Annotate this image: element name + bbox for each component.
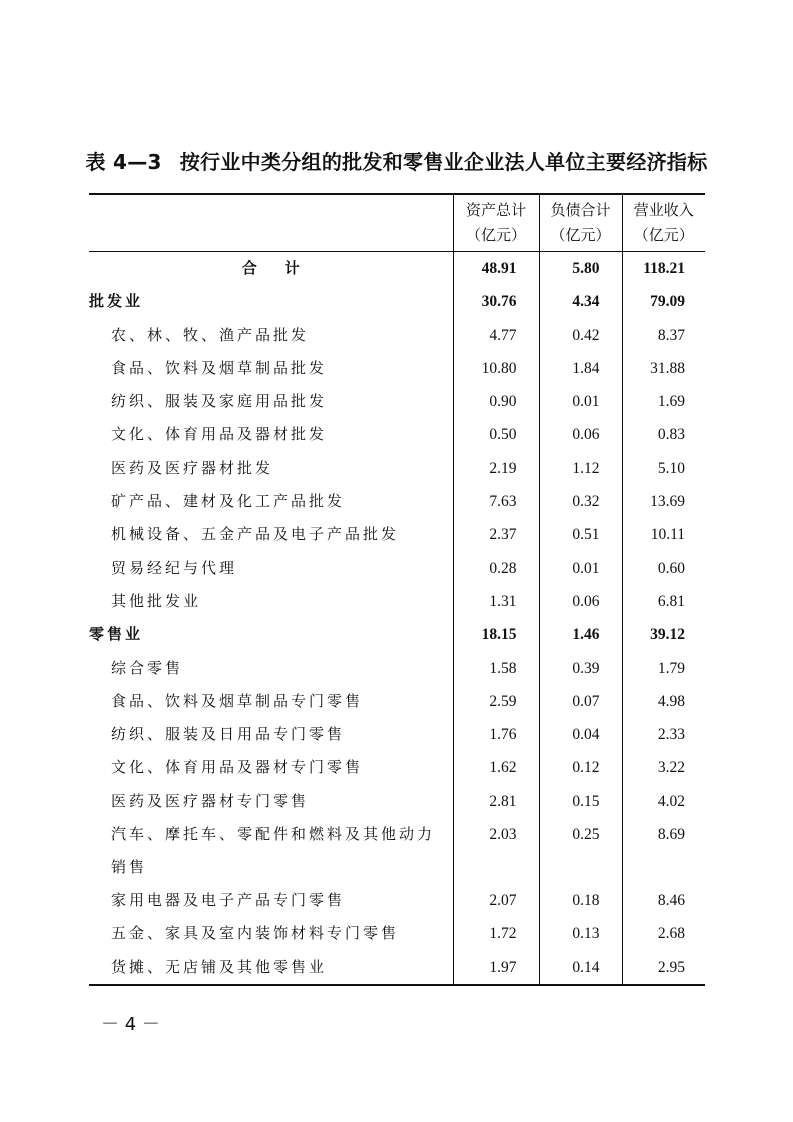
table-row (89, 585, 705, 618)
revenue-value: 3.22 (622, 751, 705, 784)
industry-name: 文化、体育用品及器材批发 (111, 425, 328, 444)
liabilities-value: 0.07 (539, 685, 622, 718)
assets-value: 2.59 (453, 685, 539, 718)
industry-name: 食品、饮料及烟草制品批发 (111, 358, 328, 377)
total-row (89, 252, 705, 286)
table-row (89, 818, 705, 884)
liabilities-value: 0.51 (539, 518, 622, 551)
header-revenue-label: 营业收入 (633, 201, 694, 219)
table-row (89, 751, 705, 784)
assets-value: 0.90 (453, 385, 539, 418)
retail-category-row (89, 618, 705, 651)
industry-name: 其他批发业 (111, 591, 202, 610)
header-assets-unit: （亿元） (465, 226, 526, 244)
table-row (89, 418, 705, 451)
table-row (89, 385, 705, 418)
revenue-value: 31.88 (622, 352, 705, 385)
liabilities-value: 0.04 (539, 718, 622, 751)
table-row (89, 552, 705, 585)
table-row (89, 518, 705, 551)
liabilities-value: 0.06 (539, 418, 622, 451)
industry-name: 汽车、摩托车、零配件和燃料及其他动力销售 (111, 825, 436, 877)
assets-value: 1.58 (453, 652, 539, 685)
header-revenue (622, 194, 705, 252)
table-row (89, 951, 705, 985)
table-number: 表 4—3 (85, 150, 162, 174)
header-assets-label: 资产总计 (465, 201, 526, 219)
revenue-value: 0.60 (622, 552, 705, 585)
assets-value: 0.50 (453, 418, 539, 451)
assets-value: 1.72 (453, 917, 539, 950)
liabilities-value: 1.12 (539, 452, 622, 485)
revenue-value: 8.46 (622, 884, 705, 917)
category-revenue: 79.09 (622, 285, 705, 318)
revenue-value: 5.10 (622, 452, 705, 485)
revenue-value: 4.98 (622, 685, 705, 718)
table-row (89, 884, 705, 917)
category-revenue: 39.12 (622, 618, 705, 651)
liabilities-value: 0.01 (539, 552, 622, 585)
assets-value: 2.81 (453, 785, 539, 818)
revenue-value: 2.33 (622, 718, 705, 751)
wholesale-category-row (89, 285, 705, 318)
industry-name: 综合零售 (111, 658, 184, 677)
header-liabilities-unit: （亿元） (550, 226, 611, 244)
table-row (89, 452, 705, 485)
revenue-value: 1.79 (622, 652, 705, 685)
header-revenue-unit: （亿元） (633, 226, 694, 244)
liabilities-value: 0.39 (539, 652, 622, 685)
industry-name: 矿产品、建材及化工产品批发 (111, 492, 346, 511)
industry-name: 纺织、服装及家庭用品批发 (111, 392, 328, 411)
header-assets (453, 194, 539, 252)
industry-name: 医药及医疗器材批发 (111, 458, 274, 477)
table-row (89, 352, 705, 385)
total-revenue: 118.21 (622, 252, 705, 286)
liabilities-value: 0.18 (539, 884, 622, 917)
industry-name: 机械设备、五金产品及电子产品批发 (111, 525, 400, 544)
assets-value: 0.28 (453, 552, 539, 585)
total-label: 合 计 (241, 259, 300, 277)
table-row (89, 652, 705, 685)
table-row (89, 785, 705, 818)
category-assets: 30.76 (453, 285, 539, 318)
assets-value: 7.63 (453, 485, 539, 518)
assets-value: 2.03 (453, 818, 539, 884)
revenue-value: 0.83 (622, 418, 705, 451)
category-assets: 18.15 (453, 618, 539, 651)
table-row (89, 685, 705, 718)
revenue-value: 6.81 (622, 585, 705, 618)
assets-value: 4.77 (453, 319, 539, 352)
industry-name: 食品、饮料及烟草制品专门零售 (111, 691, 364, 710)
category-name: 零售业 (89, 625, 144, 644)
indicator-table (89, 193, 705, 986)
assets-value: 1.97 (453, 951, 539, 985)
category-liabilities: 4.34 (539, 285, 622, 318)
total-liabilities: 5.80 (539, 252, 622, 286)
industry-name: 医药及医疗器材专门零售 (111, 791, 310, 810)
liabilities-value: 0.12 (539, 751, 622, 784)
assets-value: 10.80 (453, 352, 539, 385)
category-liabilities: 1.46 (539, 618, 622, 651)
table-header-row (89, 194, 705, 252)
assets-value: 2.37 (453, 518, 539, 551)
industry-name: 贸易经纪与代理 (111, 558, 238, 577)
revenue-value: 13.69 (622, 485, 705, 518)
revenue-value: 8.69 (622, 818, 705, 884)
assets-value: 1.62 (453, 751, 539, 784)
page-title (0, 146, 793, 175)
liabilities-value: 0.25 (539, 818, 622, 884)
industry-name: 货摊、无店铺及其他零售业 (111, 957, 328, 976)
industry-name: 纺织、服装及日用品专门零售 (111, 725, 346, 744)
industry-name: 农、林、牧、渔产品批发 (111, 325, 310, 344)
liabilities-value: 1.84 (539, 352, 622, 385)
revenue-value: 2.68 (622, 917, 705, 950)
revenue-value: 8.37 (622, 319, 705, 352)
assets-value: 1.76 (453, 718, 539, 751)
revenue-value: 2.95 (622, 951, 705, 985)
header-liabilities (539, 194, 622, 252)
header-industry (89, 194, 453, 252)
header-liabilities-label: 负债合计 (550, 201, 611, 219)
liabilities-value: 0.32 (539, 485, 622, 518)
assets-value: 1.31 (453, 585, 539, 618)
revenue-value: 1.69 (622, 385, 705, 418)
industry-name: 家用电器及电子产品专门零售 (111, 891, 346, 910)
revenue-value: 4.02 (622, 785, 705, 818)
table-row (89, 319, 705, 352)
assets-value: 2.19 (453, 452, 539, 485)
liabilities-value: 0.14 (539, 951, 622, 985)
liabilities-value: 0.06 (539, 585, 622, 618)
revenue-value: 10.11 (622, 518, 705, 551)
liabilities-value: 0.42 (539, 319, 622, 352)
category-name: 批发业 (89, 292, 144, 311)
industry-name: 文化、体育用品及器材专门零售 (111, 758, 364, 777)
table-row (89, 917, 705, 950)
liabilities-value: 0.15 (539, 785, 622, 818)
table-title: 按行业中类分组的批发和零售业企业法人单位主要经济指标 (179, 150, 708, 174)
page-number: － 4 － (101, 1014, 160, 1035)
table-row (89, 485, 705, 518)
liabilities-value: 0.01 (539, 385, 622, 418)
liabilities-value: 0.13 (539, 917, 622, 950)
industry-name: 五金、家具及室内装饰材料专门零售 (111, 924, 400, 943)
assets-value: 2.07 (453, 884, 539, 917)
total-assets: 48.91 (453, 252, 539, 286)
table-row (89, 718, 705, 751)
